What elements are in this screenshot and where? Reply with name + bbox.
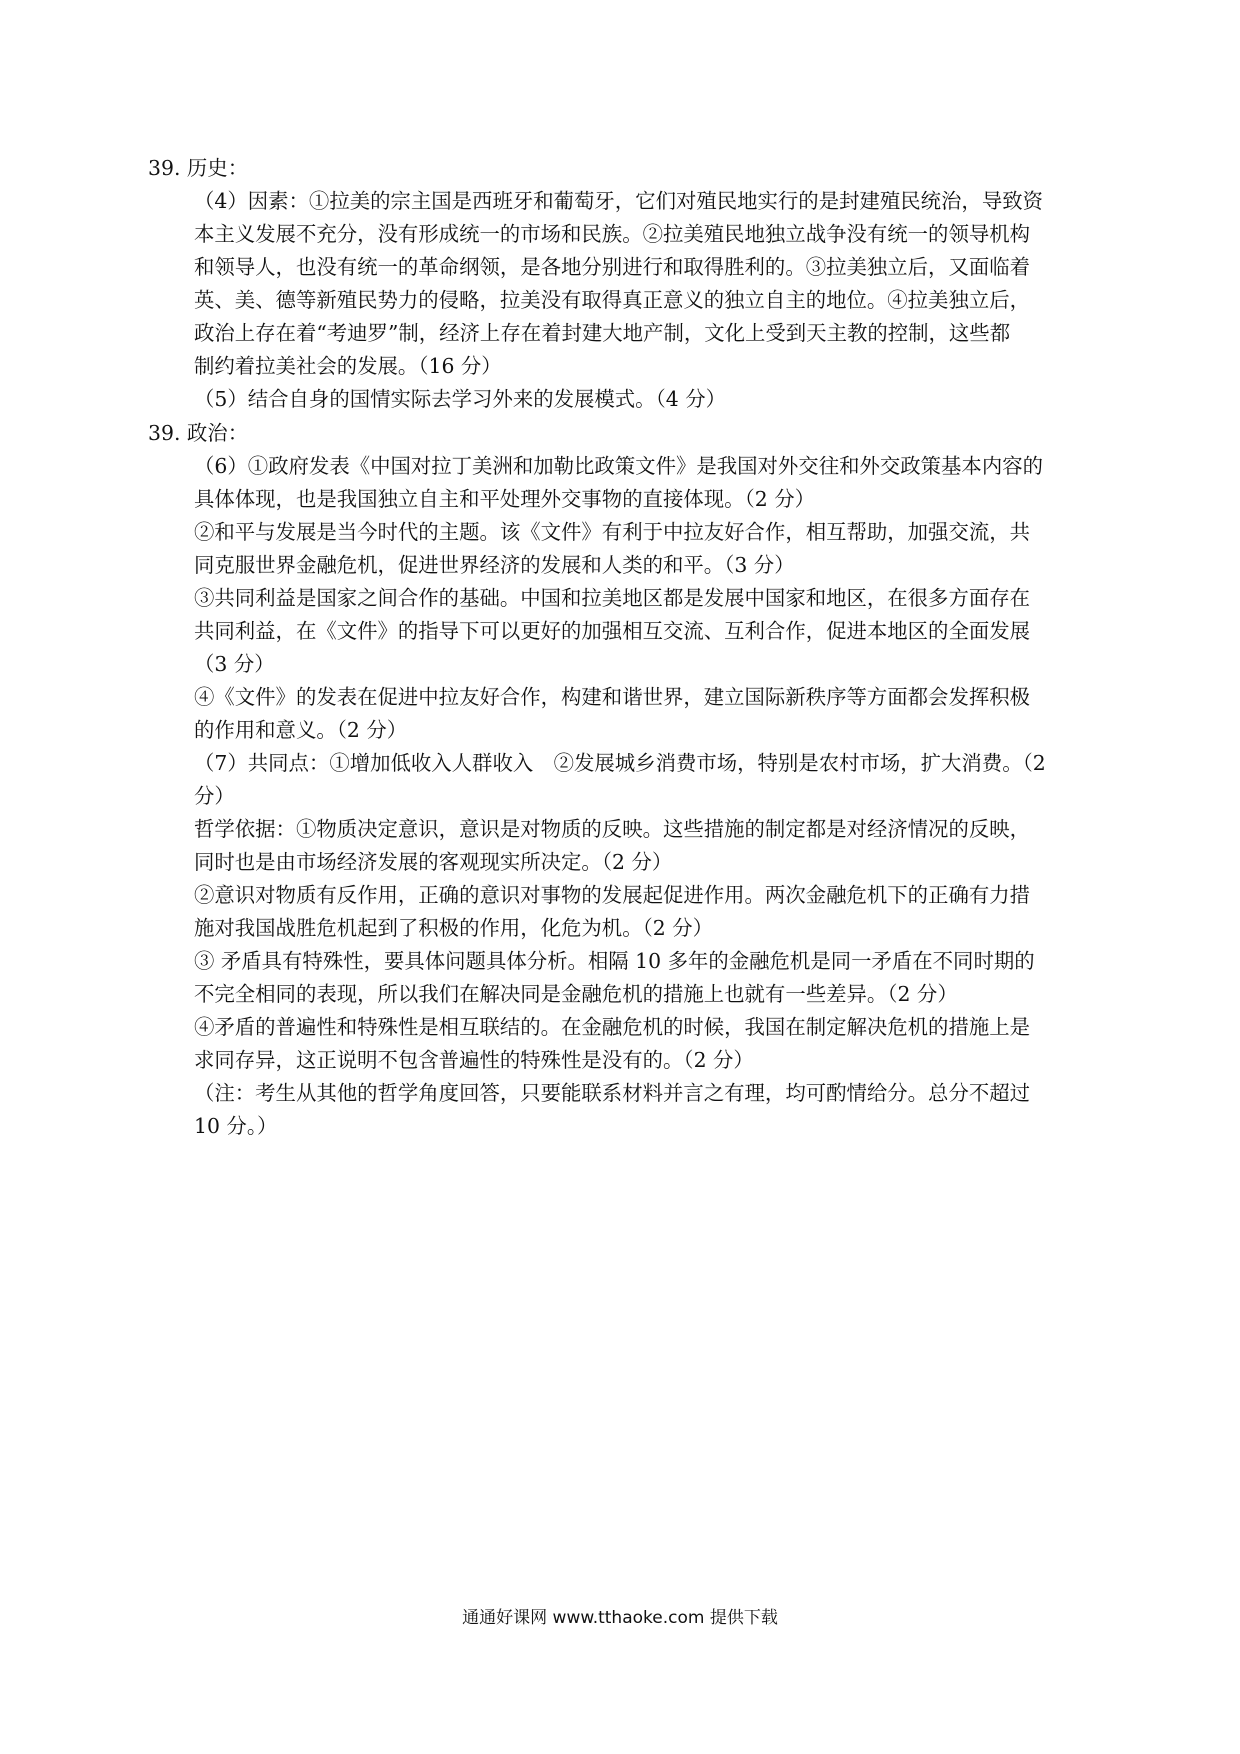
politics-line: （3 分） <box>194 652 275 676</box>
history-line: （4）因素：①拉美的宗主国是西班牙和葡萄牙，它们对殖民地实行的是封建殖民统治，导致资 <box>194 189 1043 213</box>
politics-line: （7）共同点：①增加低收入人群收入 ②发展城乡消费市场，特别是农村市场，扩大消费。（2 <box>194 751 1046 775</box>
politics-note: 10 分。） <box>194 1114 278 1138</box>
politics-line: 哲学依据：①物质决定意识，意识是对物质的反映。这些措施的制定都是对经济情况的反映， <box>194 817 1031 841</box>
answer-content <box>148 152 1098 1143</box>
politics-line: ④矛盾的普遍性和特殊性是相互联结的。在金融危机的时候，我国在制定解决危机的措施上是 <box>194 1015 1031 1039</box>
history-line: 英、美、德等新殖民势力的侵略，拉美没有取得真正意义的独立自主的地位。④拉美独立后， <box>194 288 1031 312</box>
politics-line: （6）①政府发表《中国对拉丁美洲和加勒比政策文件》是我国对外交往和外交政策基本内容的 <box>194 454 1043 478</box>
politics-line: 同克服世界金融危机，促进世界经济的发展和人类的和平。（3 分） <box>194 553 795 577</box>
politics-line: ③共同利益是国家之间合作的基础。中国和拉美地区都是发展中国家和地区，在很多方面存在 <box>194 586 1031 610</box>
footer-source: 通通好课网 www.tthaoke.com 提供下载 <box>462 1608 778 1628</box>
history-line: 制约着拉美社会的发展。（16 分） <box>194 354 502 378</box>
history-line: （5）结合自身的国情实际去学习外来的发展模式。（4 分） <box>194 387 726 411</box>
politics-line: 分） <box>194 784 235 808</box>
politics-line: 同时也是由市场经济发展的客观现实所决定。（2 分） <box>194 850 673 874</box>
politics-heading: 39. 政治： <box>148 421 249 445</box>
politics-line: 不完全相同的表现，所以我们在解决同是金融危机的措施上也就有一些差异。（2 分） <box>194 982 958 1006</box>
politics-line: ③ 矛盾具有特殊性，要具体问题具体分析。相隔 10 多年的金融危机是同一矛盾在不同时期的 <box>194 949 1035 973</box>
history-line: 和领导人，也没有统一的革命纲领，是各地分别进行和取得胜利的。③拉美独立后，又面临着 <box>194 255 1031 279</box>
politics-line: ④《文件》的发表在促进中拉友好合作，构建和谐世界，建立国际新秩序等方面都会发挥积极 <box>194 685 1031 709</box>
history-line: 政治上存在着“考迪罗”制，经济上存在着封建大地产制，文化上受到天主教的控制，这些都 <box>194 321 1011 345</box>
politics-line: 施对我国战胜危机起到了积极的作用，化危为机。（2 分） <box>194 916 714 940</box>
politics-line: 的作用和意义。（2 分） <box>194 718 408 742</box>
politics-line: ②和平与发展是当今时代的主题。该《文件》有利于中拉友好合作，相互帮助，加强交流，共 <box>194 520 1031 544</box>
politics-note: （注：考生从其他的哲学角度回答，只要能联系材料并言之有理，均可酌情给分。总分不超过 <box>194 1081 1031 1105</box>
politics-line: 具体体现，也是我国独立自主和平处理外交事物的直接体现。（2 分） <box>194 487 815 511</box>
history-heading: 39. 历史： <box>148 156 249 180</box>
politics-line: ②意识对物质有反作用，正确的意识对事物的发展起促进作用。两次金融危机下的正确有力措 <box>194 883 1031 907</box>
politics-line: 求同存异，这正说明不包含普遍性的特殊性是没有的。（2 分） <box>194 1048 754 1072</box>
history-line: 本主义发展不充分，没有形成统一的市场和民族。②拉美殖民地独立战争没有统一的领导机构 <box>194 222 1031 246</box>
politics-line: 共同利益，在《文件》的指导下可以更好的加强相互交流、互利合作，促进本地区的全面发展 <box>194 619 1031 643</box>
